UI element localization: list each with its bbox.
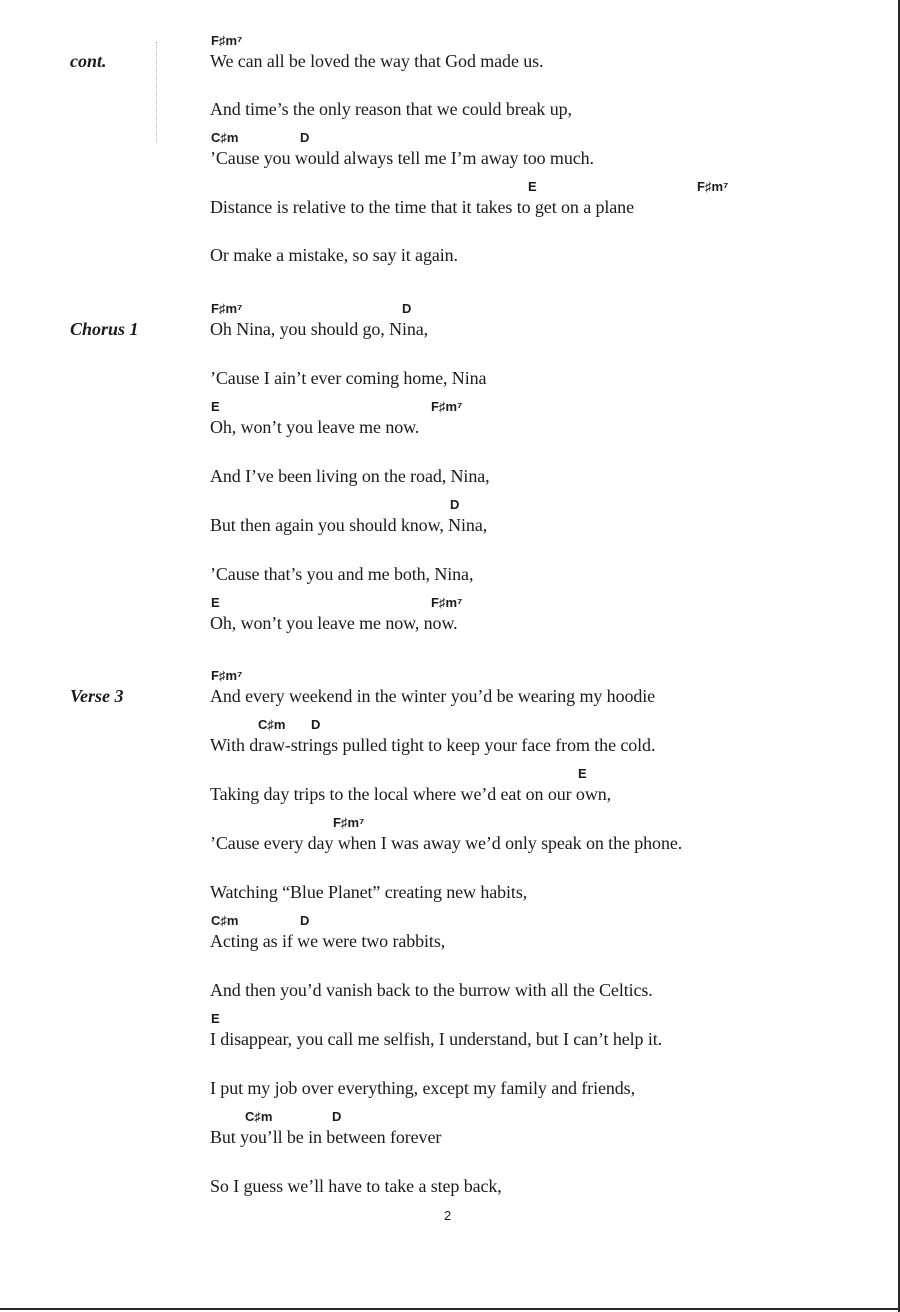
chord: F♯m⁷ [431,595,463,610]
lyric-line: And then you’d vanish back to the burrow with all the Celtics. [210,980,653,1000]
lyric-line: Or make a mistake, so say it again. [210,245,458,265]
lyric-line: We can all be loved the way that God made us. [210,51,544,71]
chord: E [211,595,220,610]
lyric-line: Acting as if we were two rabbits, [210,931,446,951]
lyric-line: And every weekend in the winter you’d be wearing my hoodie [210,686,656,706]
chord: E [211,1011,220,1026]
chord: F♯m⁷ [211,668,243,683]
chord: F♯m⁷ [211,301,243,316]
lyric-line: With draw-strings pulled tight to keep your face from the cold. [210,735,656,755]
lyric-line: And I’ve been living on the road, Nina, [210,466,490,486]
lyric-line: ’Cause every day when I was away we’d only speak on the phone. [210,833,683,853]
chord: C♯m [211,130,239,145]
chord: F♯m⁷ [333,815,365,830]
lyric-line: I put my job over everything, except my family and friends, [210,1078,635,1098]
chord: D [311,717,321,732]
page-number: 2 [444,1208,452,1223]
page-border-bottom [0,1308,900,1310]
lyric-line: But you’ll be in between forever [210,1127,442,1147]
chord: D [300,913,310,928]
chord: D [450,497,460,512]
section-label-verse-3: Verse 3 [70,686,124,706]
lyric-line: But then again you should know, Nina, [210,515,488,535]
continuation-rule [156,42,157,142]
lyric-line: Oh Nina, you should go, Nina, [210,319,429,339]
chord: D [402,301,412,316]
chord: E [578,766,587,781]
chord: D [300,130,310,145]
lyric-line: Oh, won’t you leave me now, now. [210,613,458,633]
chord: F♯m⁷ [431,399,463,414]
lyric-line: Taking day trips to the local where we’d eat on our own, [210,784,612,804]
lyric-line: And time’s the only reason that we could break up, [210,99,572,119]
chord: F♯m⁷ [211,33,243,48]
lyric-line: Watching “Blue Planet” creating new habits, [210,882,528,902]
section-label-cont: cont. [70,51,107,71]
lyric-line: Distance is relative to the time that it takes to get on a plane [210,197,634,217]
lyric-line: I disappear, you call me selfish, I understand, but I can’t help it. [210,1029,663,1049]
lyric-line: Oh, won’t you leave me now. [210,417,420,437]
chord: C♯m [258,717,286,732]
lyric-line: ’Cause that’s you and me both, Nina, [210,564,474,584]
chord: E [528,179,537,194]
chord: C♯m [245,1109,273,1124]
lyric-line: So I guess we’ll have to take a step back, [210,1176,502,1196]
section-label-chorus-1: Chorus 1 [70,319,139,339]
lyric-line: ’Cause I ain’t ever coming home, Nina [210,368,487,388]
chord: E [211,399,220,414]
chord: D [332,1109,342,1124]
chord: C♯m [211,913,239,928]
lyric-line: ’Cause you would always tell me I’m away too much. [210,148,594,168]
chord: F♯m⁷ [697,179,729,194]
